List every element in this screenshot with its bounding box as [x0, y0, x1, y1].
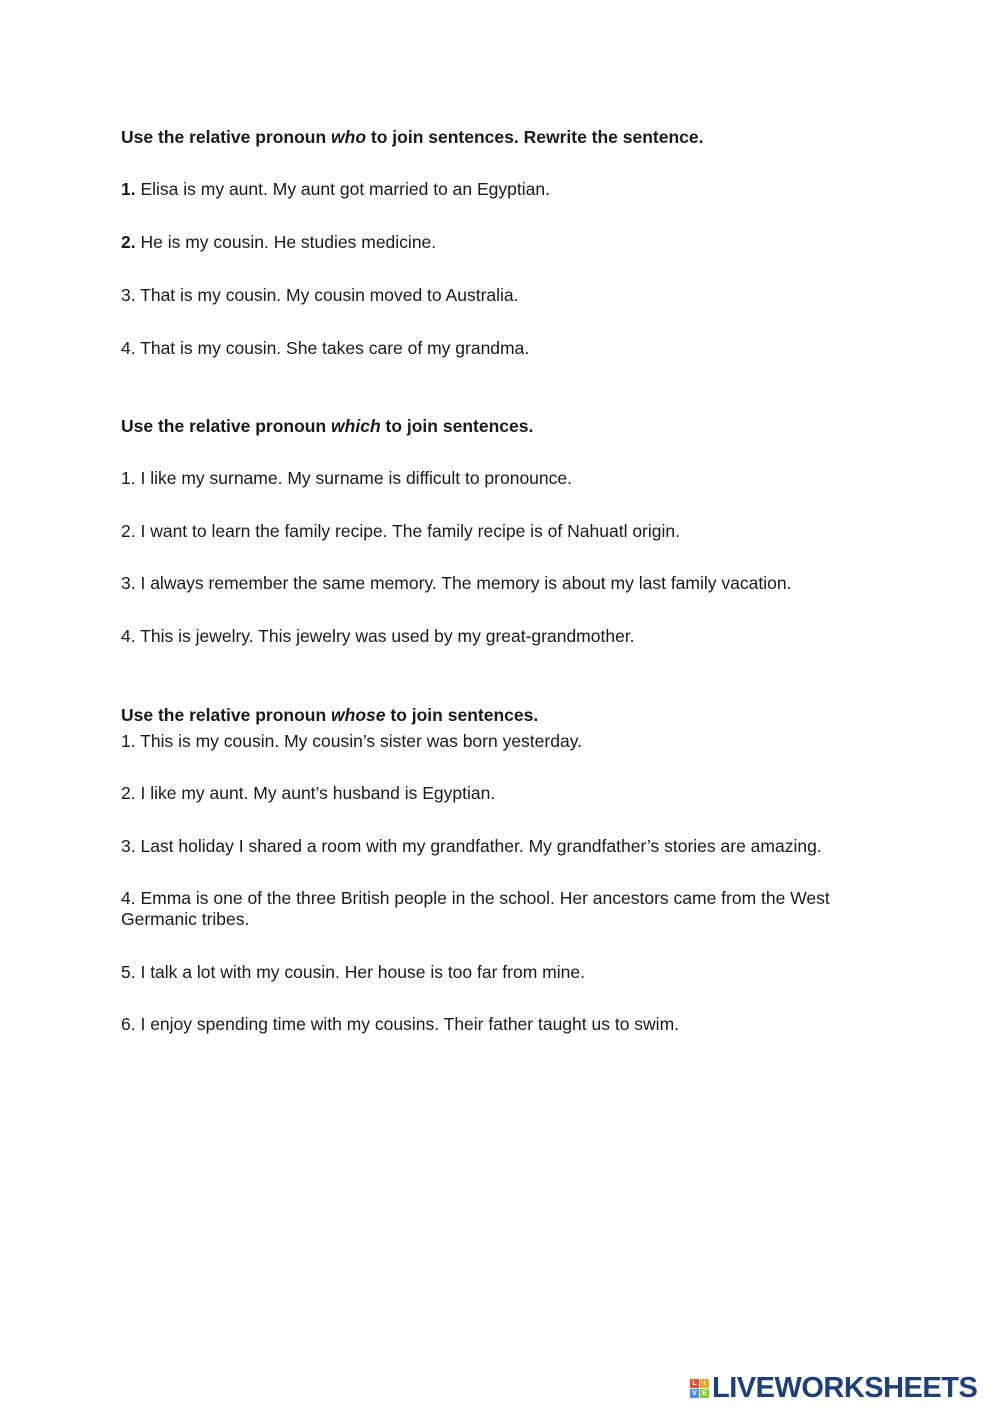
- item-number: 3.: [121, 285, 136, 305]
- item-number: 2.: [121, 783, 136, 803]
- item-number: 5.: [121, 962, 136, 982]
- item-text: That is my cousin. She takes care of my grandma.: [135, 338, 530, 358]
- item-text: He is my cousin. He studies medicine.: [135, 232, 437, 252]
- liveworksheets-logo-icon: [690, 1379, 709, 1398]
- exercise-item: [121, 285, 519, 306]
- logo-tile: I: [700, 1379, 709, 1388]
- item-number: 4.: [121, 626, 136, 646]
- exercise-item: [121, 521, 680, 542]
- item-text: This is my cousin. My cousin’s sister was born yesterday.: [135, 731, 583, 751]
- liveworksheets-logo: [690, 1372, 977, 1404]
- logo-text: LIVEWORKSHEETS: [712, 1371, 978, 1404]
- item-number: 2.: [121, 232, 136, 252]
- exercise-item: [121, 888, 881, 930]
- item-text: I like my aunt. My aunt’s husband is Egyptian.: [135, 783, 496, 803]
- item-text: This is jewelry. This jewelry was used by my great-grandmother.: [135, 626, 635, 646]
- item-number: 4.: [121, 888, 136, 908]
- item-number: 3.: [121, 573, 136, 593]
- item-text: I want to learn the family recipe. The family recipe is of Nahuatl origin.: [135, 521, 680, 541]
- heading-text: Use the relative pronoun: [121, 705, 332, 725]
- item-number: 1.: [121, 731, 136, 751]
- heading-text: to join sentences.: [380, 416, 534, 436]
- logo-tile: L: [690, 1379, 699, 1388]
- exercise-item: [121, 962, 585, 983]
- item-number: 2.: [121, 521, 136, 541]
- item-number: 1.: [121, 468, 136, 488]
- exercise-item: [121, 468, 572, 489]
- heading-text: Use the relative pronoun: [121, 127, 332, 147]
- item-number: 6.: [121, 1014, 136, 1034]
- exercise-item: [121, 232, 436, 253]
- heading-text: to join sentences. Rewrite the sentence.: [366, 127, 704, 147]
- logo-tile: E: [700, 1389, 709, 1398]
- item-text: Last holiday I shared a room with my grandfather. My grandfather’s stories are amazing.: [135, 836, 822, 856]
- heading-emphasis: who: [331, 127, 367, 147]
- heading-emphasis: which: [331, 416, 381, 436]
- exercise-item: [121, 836, 822, 857]
- item-number: 4.: [121, 338, 136, 358]
- item-text: Emma is one of the three British people in the school. Her ancestors came from the West Germanic tribes.: [121, 888, 830, 929]
- item-text: I enjoy spending time with my cousins. Their father taught us to swim.: [135, 1014, 680, 1034]
- logo-tile: V: [690, 1389, 699, 1398]
- exercise-item: [121, 626, 635, 647]
- item-text: That is my cousin. My cousin moved to Australia.: [135, 285, 519, 305]
- item-text: I talk a lot with my cousin. Her house is too far from mine.: [135, 962, 585, 982]
- item-text: Elisa is my aunt. My aunt got married to an Egyptian.: [135, 179, 550, 199]
- item-text: I like my surname. My surname is difficult to pronounce.: [135, 468, 572, 488]
- exercise-item: [121, 179, 550, 200]
- exercise-item: [121, 731, 582, 752]
- exercise-item: [121, 338, 529, 359]
- heading-emphasis: whose: [331, 705, 386, 725]
- section-whose-heading: [121, 705, 538, 726]
- item-number: 3.: [121, 836, 136, 856]
- section-who-heading: [121, 127, 704, 148]
- heading-text: Use the relative pronoun: [121, 416, 332, 436]
- item-number: 1.: [121, 179, 136, 199]
- heading-text: to join sentences.: [385, 705, 539, 725]
- exercise-item: [121, 783, 495, 804]
- exercise-item: [121, 573, 791, 594]
- item-text: I always remember the same memory. The memory is about my last family vacation.: [135, 573, 792, 593]
- exercise-item: [121, 1014, 679, 1035]
- section-which-heading: [121, 416, 533, 437]
